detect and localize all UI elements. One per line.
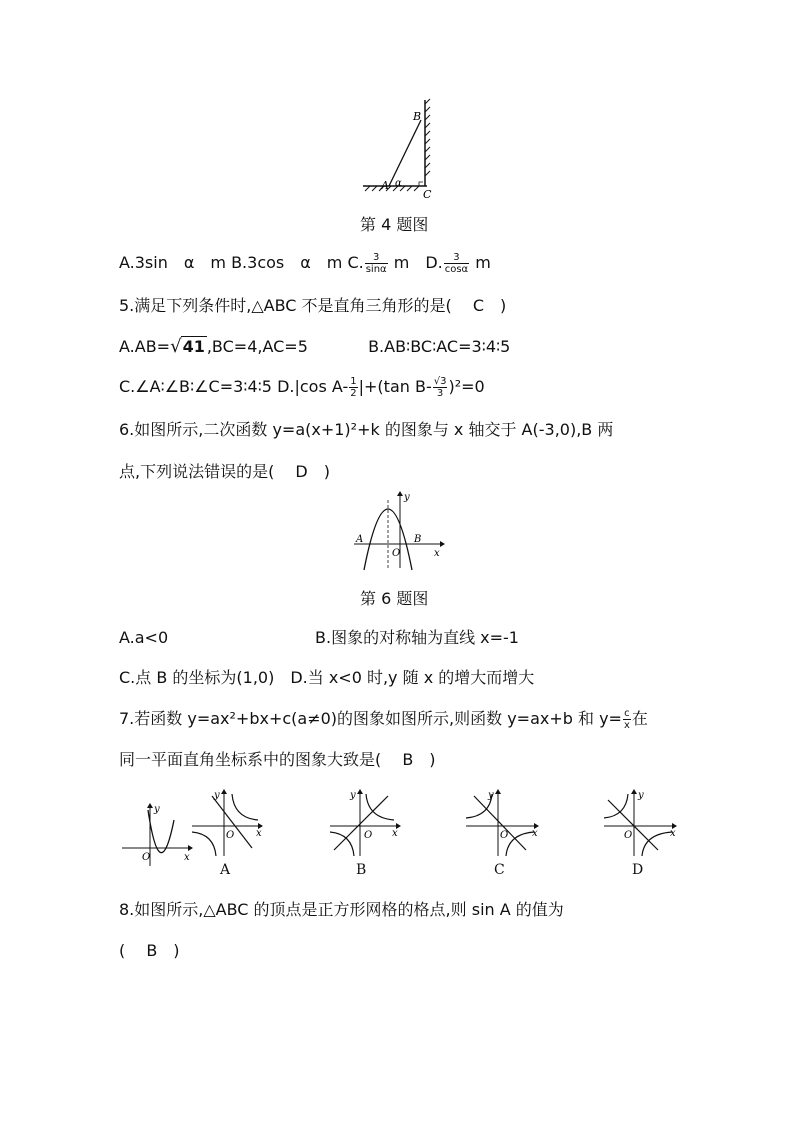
svg-text:y: y	[488, 790, 494, 801]
fraction-3-sin-alpha: $\frac{3}{\sin\alpha}$	[365, 252, 387, 275]
svg-text:x: x	[392, 828, 398, 839]
q7-stem-line1: 7.若函数 y=ax²+bx+c(a≠0)的图象如图所示,则函数 y=ax+b 和 y= $\frac{c}{x}$ 在	[119, 708, 648, 731]
label-A: A	[356, 534, 364, 545]
svg-text:x: x	[256, 828, 262, 839]
q6-option-b: B.图象的对称轴为直线 x=-1	[315, 628, 519, 647]
label-O: O	[392, 548, 401, 559]
q6-stem-line1: 6.如图所示,二次函数 y=a(x+1)²+k 的图象与 x 轴交于 A(-3,0),B 两	[119, 420, 614, 439]
label-C: C	[423, 188, 432, 201]
svg-text:y: y	[350, 790, 356, 801]
q7-choice-c-graph	[462, 788, 542, 860]
svg-text:x: x	[532, 828, 538, 839]
q8-stem-line2: ( B )	[119, 941, 180, 960]
label-B: B	[414, 534, 422, 545]
q6-stem-line2: 点,下列说法错误的是( D )	[119, 462, 330, 481]
svg-text:x: x	[184, 852, 190, 863]
q7-given-quadratic	[118, 800, 196, 868]
label-y: y	[404, 492, 410, 503]
svg-text:O: O	[226, 830, 235, 841]
q8-stem-line1: 8.如图所示,△ABC 的顶点是正方形网格的格点,则 sin A 的值为	[119, 900, 564, 919]
q7-stem-line2: 同一平面直角坐标系中的图象大致是( B )	[119, 750, 436, 769]
svg-text:O: O	[364, 830, 373, 841]
figure-4-diagram	[355, 96, 445, 202]
q5-stem: 5.满足下列条件时,△ABC 不是直角三角形的是( C )	[119, 296, 507, 315]
svg-text:O: O	[624, 830, 633, 841]
svg-text:y: y	[154, 804, 160, 815]
figure-6-parabola	[350, 488, 446, 574]
svg-text:y: y	[214, 790, 220, 801]
figure-6-caption: 第 6 题图	[360, 589, 429, 608]
svg-text:O: O	[500, 830, 509, 841]
q7-choice-c-label[interactable]: C	[494, 862, 505, 878]
svg-text:O: O	[142, 852, 151, 863]
q7-choice-b-graph	[326, 788, 404, 860]
q5-options-cd: C.∠A∶∠B∶∠C=3∶4∶5 D.|cos A- $\frac{1}{2}$ |+(tan B- $\frac{√3}{3}$ )²=0	[119, 376, 485, 399]
svg-text:x: x	[670, 828, 676, 839]
fraction-3-cos-alpha: $\frac{3}{\cos\alpha}$	[444, 252, 469, 275]
label-x: x	[434, 548, 440, 559]
svg-text:y: y	[638, 790, 644, 801]
q7-choice-d-graph	[600, 788, 680, 860]
q7-choice-a-label[interactable]: A	[220, 862, 231, 878]
q7-choice-b-label[interactable]: B	[356, 862, 367, 878]
q4-options: A.3sin α m B.3cos α m C. $\frac{3}{\sin\alpha}$ m D. $\frac{3}{\cos\alpha}$ m	[119, 252, 491, 275]
label-B: B	[413, 110, 422, 123]
q7-choice-d-label[interactable]: D	[632, 862, 644, 878]
q6-options-cd: C.点 B 的坐标为(1,0) D.当 x<0 时,y 随 x 的增大而增大	[119, 668, 535, 687]
figure-4-caption: 第 4 题图	[360, 215, 429, 234]
label-alpha: α	[395, 178, 402, 189]
q5-options-ab: A.AB=√41 ,BC=4,AC=5 B.AB∶BC∶AC=3∶4∶5	[119, 336, 511, 357]
q7-choice-a-graph	[188, 788, 266, 860]
q6-option-a: A.a<0	[119, 628, 169, 647]
label-A: A	[381, 179, 389, 192]
